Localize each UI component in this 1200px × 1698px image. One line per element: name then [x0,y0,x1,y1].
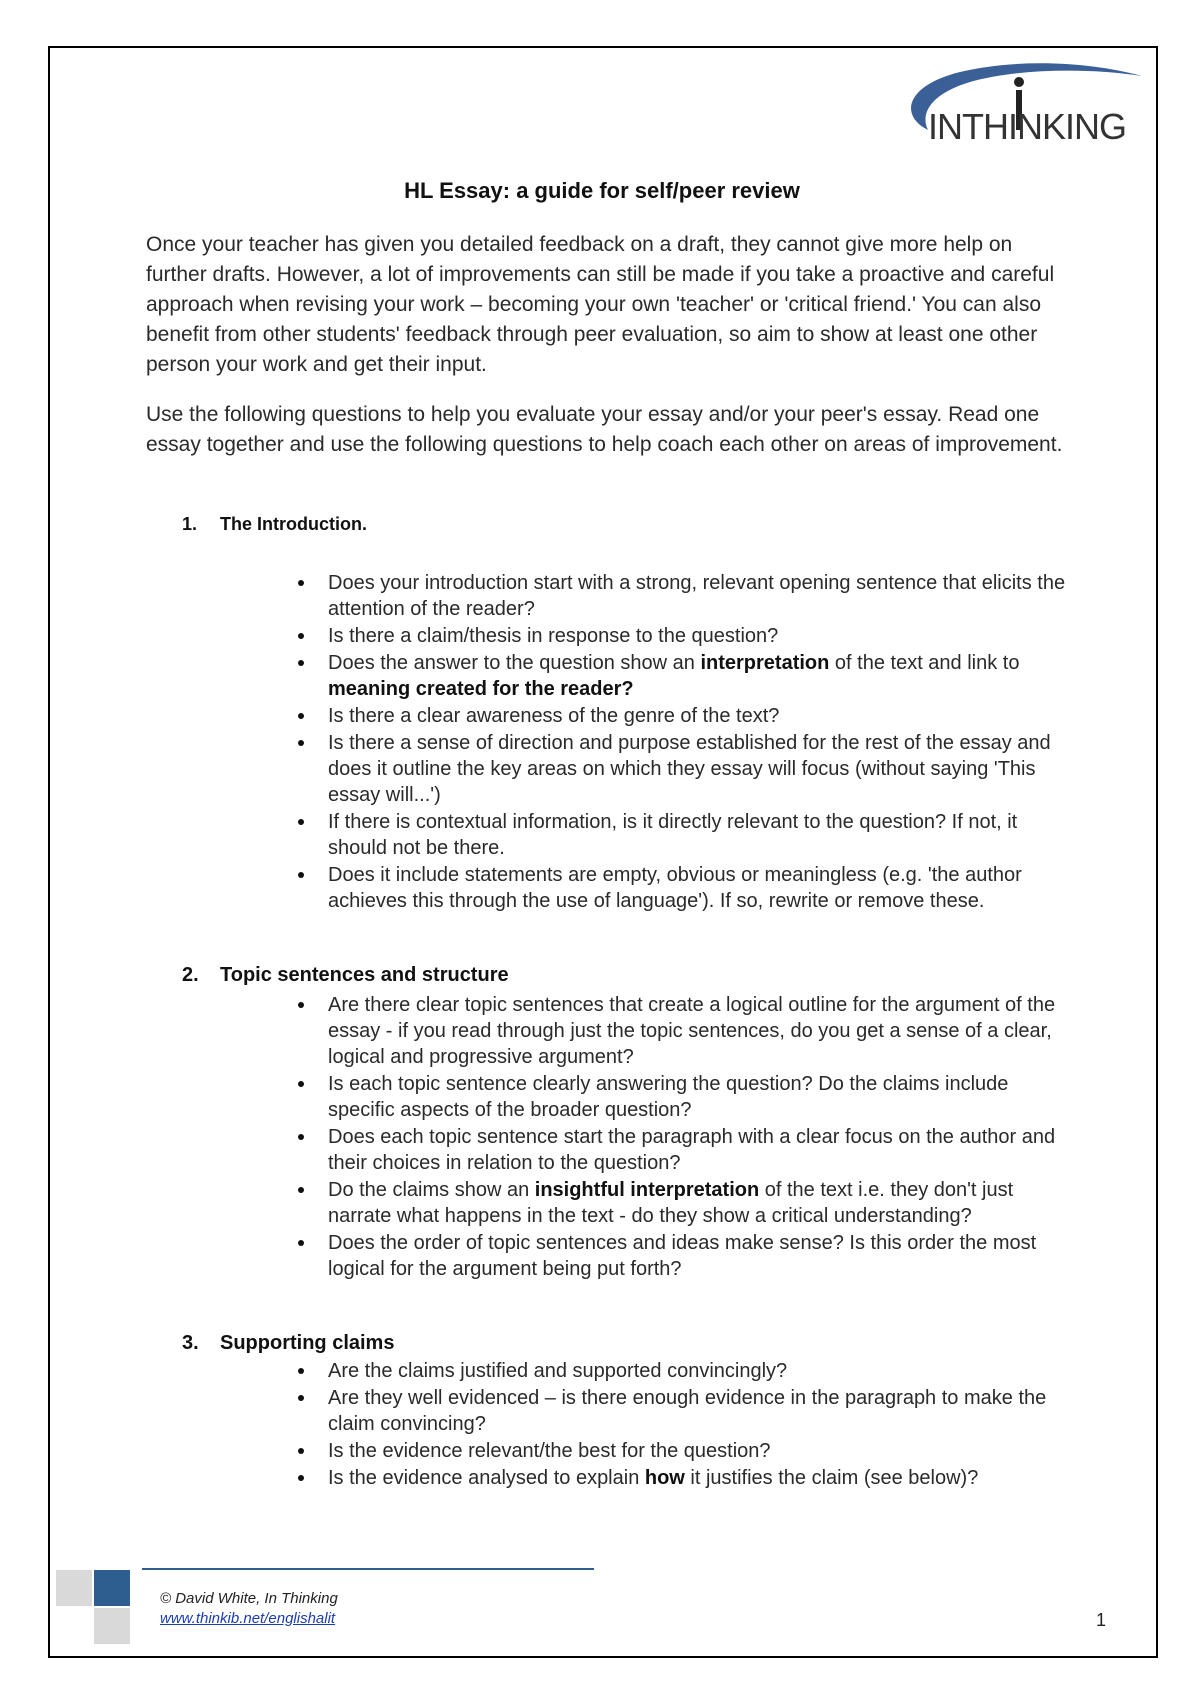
footer-link[interactable]: www.thinkib.net/englishalit [160,1610,336,1627]
item-text: Are the claims justified and supported convincingly? [328,1360,788,1382]
checklist-item [328,623,1068,649]
item-text: Is there a clear awareness of the genre of the text? [328,705,780,727]
section-3-list [328,1358,1068,1492]
section-3-heading [182,1332,394,1355]
item-text: Is there a sense of direction and purpose established for the rest of the essay and does it outline the key areas on which they essay will focus (without saying 'This essay will...') [328,732,1051,806]
footer-decor-square [94,1570,130,1606]
inthinking-logo-text: INTHINKING [928,106,1127,147]
intro-paragraph-2: Use the following questions to help you evaluate your essay and/or your peer's essay. Read one essay together and use the following questions to help coach each other on areas of improvement. [146,403,1063,456]
footer-decor-square [56,1570,92,1606]
footer-copyright: © David White, In Thinking [160,1590,338,1607]
section-number: 1. [182,514,198,534]
item-text: Is the evidence relevant/the best for the question? [328,1440,771,1462]
item-text: Are there clear topic sentences that create a logical outline for the argument of the essay - if you read through just the topic sentences, do you get a sense of a clear, logical and progressive argument? [328,994,1056,1068]
checklist-item [328,1438,1068,1464]
section-1-heading [182,514,367,535]
checklist-item [328,1124,1068,1176]
emphasis-text: insightful interpretation [534,1179,760,1201]
item-text: Does the order of topic sentences and ideas make sense? Is this order the most logical for the argument being put forth? [328,1232,1037,1280]
checklist-item [328,862,1068,914]
emphasis-text: meaning created for the reader? [328,678,634,700]
checklist-item [328,1465,1068,1491]
item-text: of the text and link to [829,652,1020,674]
item-text: Is there a claim/thesis in response to the question? [328,625,779,647]
item-text: Are they well evidenced – is there enough evidence in the paragraph to make the claim convincing? [328,1387,1047,1435]
section-title: Topic sentences and structure [220,964,509,986]
item-text: Does your introduction start with a strong, relevant opening sentence that elicits the attention of the reader? [328,572,1066,620]
checklist-item [328,1177,1068,1229]
checklist-item [328,730,1068,808]
section-2-list [328,992,1068,1283]
section-title: Supporting claims [220,1332,395,1354]
checklist-item [328,1230,1068,1282]
checklist-item [328,1385,1068,1437]
item-text: Does it include statements are empty, obvious or meaningless (e.g. 'the author achieves this through the use of language'). If so, rewrite or remove these. [328,864,1022,912]
section-number: 3. [182,1332,199,1354]
item-text: Is the evidence analysed to explain [328,1467,645,1489]
item-text: Does the answer to the question show an [328,652,701,674]
page-number: 1 [1096,1610,1107,1630]
item-text: If there is contextual information, is it directly relevant to the question? If not, it should not be there. [328,811,1018,859]
checklist-item [328,992,1068,1070]
item-text: Do the claims show an [328,1179,535,1201]
emphasis-text: interpretation [700,652,830,674]
checklist-item [328,703,1068,729]
section-2-heading [182,964,509,987]
section-title: The Introduction. [220,514,367,534]
checklist-item [328,570,1068,622]
checklist-item [328,650,1068,702]
item-text: Is each topic sentence clearly answering the question? Do the claims include specific aspects of the broader question? [328,1073,1009,1121]
emphasis-text: how [644,1467,685,1489]
page-title: HL Essay: a guide for self/peer review [404,178,800,203]
checklist-item [328,1358,1068,1384]
checklist-item [328,1071,1068,1123]
section-number: 2. [182,964,199,986]
footer-decor-square [94,1608,130,1644]
item-text: of the text i.e. they don't just narrate what happens in the text - do they show a critical understanding? [328,1179,1014,1227]
intro-paragraph-1: Once your teacher has given you detailed feedback on a draft, they cannot give more help on further drafts. However, a lot of improvements can still be made if you take a proactive and careful approach when revising your work – becoming your own 'teacher' or 'critical friend.' You can also benefit from other students' feedback through peer evaluation, so aim to show at least one other person your work and get their input. [146,233,1055,376]
item-text: it justifies the claim (see below)? [684,1467,979,1489]
item-text: Does each topic sentence start the paragraph with a clear focus on the author and their choices in relation to the question? [328,1126,1056,1174]
section-1-list [328,570,1068,915]
checklist-item [328,809,1068,861]
footer-rule [142,1568,594,1570]
